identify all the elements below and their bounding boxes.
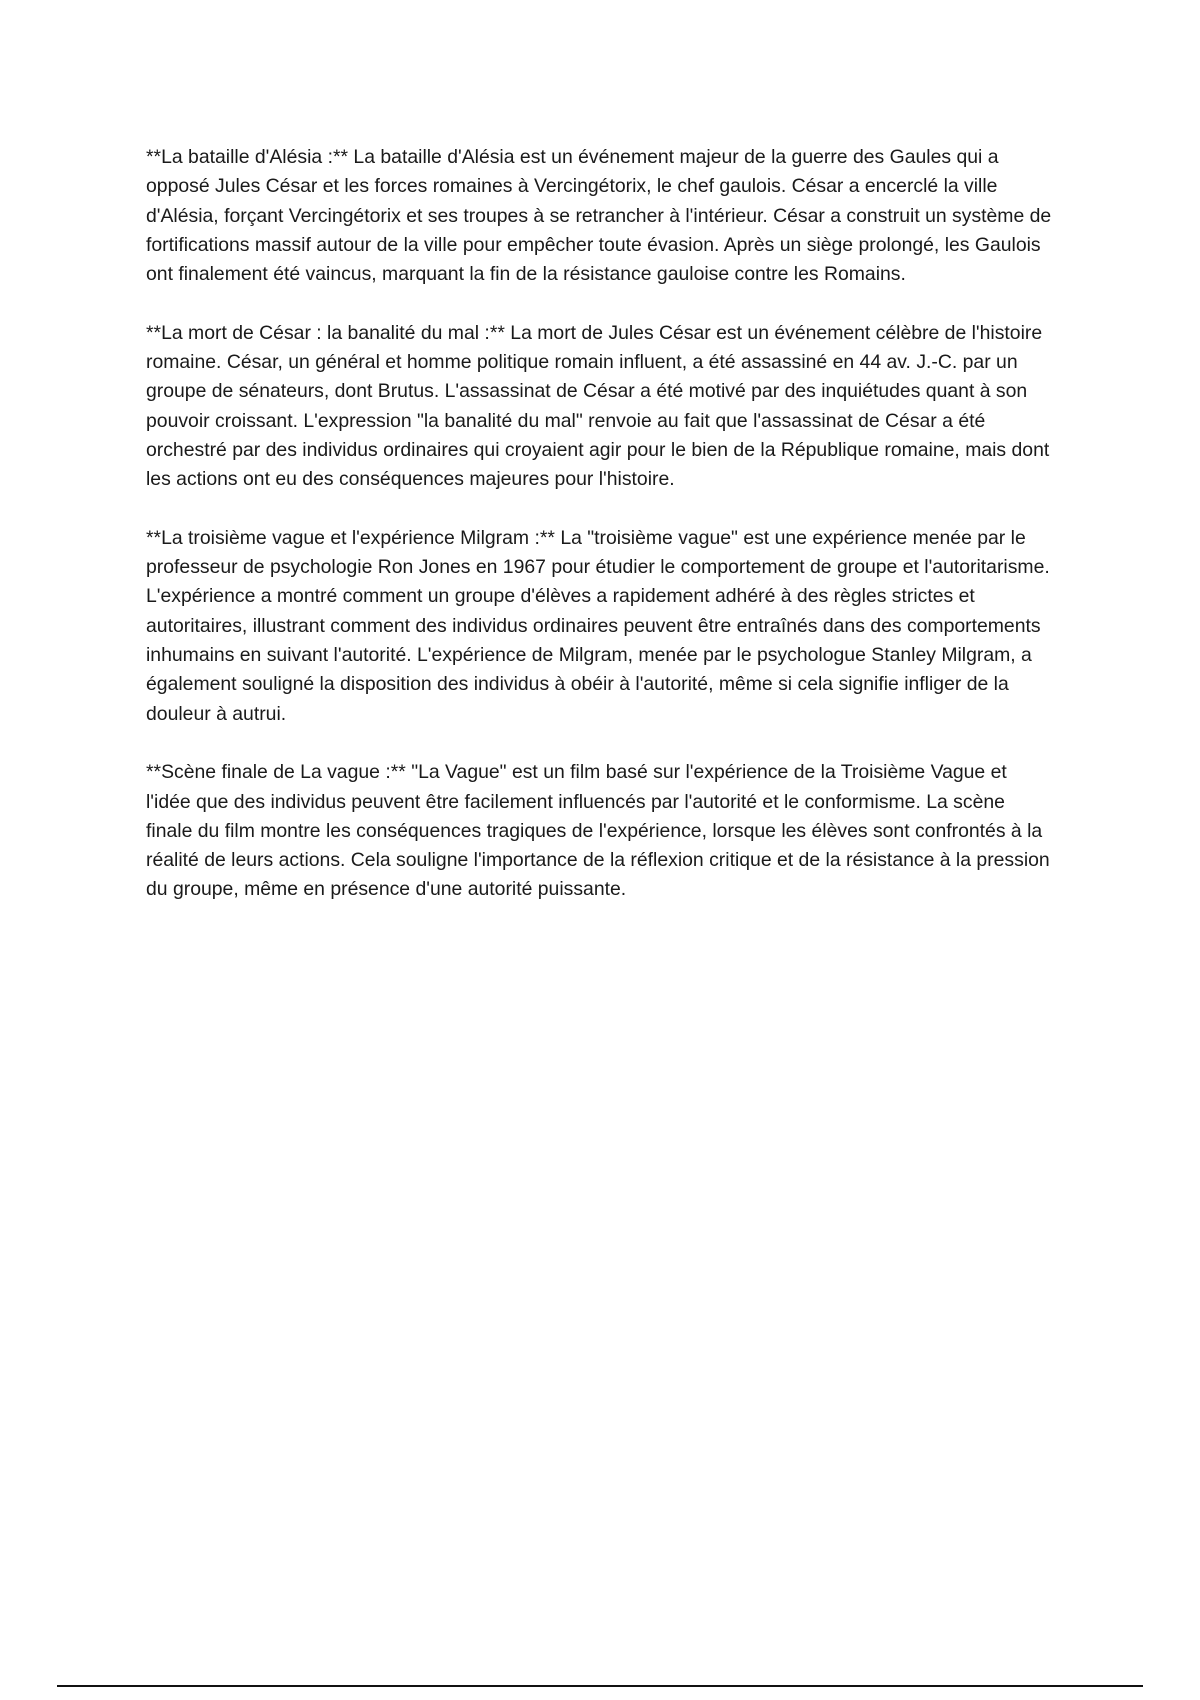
paragraph-scene-finale: **Scène finale de La vague :** "La Vague" est un film basé sur l'expérience de la Troisième Vague et l'idée que des individus peuvent être facilement influencés par l'autorité et le conformisme. La scène finale du film montre les conséquences tragiques de l'expérience, lorsque les élèves sont confrontés à la réalité de leurs actions. Cela souligne l'importance de la réflexion critique et de la résistance à la pression du groupe, même en présence d'une autorité puissante. <box>146 761 1050 901</box>
paragraph-alesia: **La bataille d'Alésia :** La bataille d'Alésia est un événement majeur de la guerre des Gaules qui a opposé Jules César et les forces romaines à Vercingétorix, le chef gaulois. César a encerclé la ville d'Alésia, forçant Vercingétorix et ses troupes à se retrancher à l'intérieur. César a construit un système de fortifications massif autour de la ville pour empêcher toute évasion. Après un siège prolongé, les Gaulois ont finalement été vaincus, marquant la fin de la résistance gauloise contre les Romains. <box>146 146 1052 286</box>
paragraph-troisieme-vague: **La troisième vague et l'expérience Milgram :** La "troisième vague" est une expérience menée par le professeur de psychologie Ron Jones en 1967 pour étudier le comportement de groupe et l'autoritarisme. L'expérience a montré comment un groupe d'élèves a rapidement adhéré à des règles strictes et autoritaires, illustrant comment des individus ordinaires peuvent être entraînés dans des comportements inhumains en suivant l'autorité. L'expérience de Milgram, menée par le psychologue Stanley Milgram, a également souligné la disposition des individus à obéir à l'autorité, même si cela signifie infliger de la douleur à autrui. <box>146 526 1050 725</box>
document-body <box>146 143 1056 934</box>
paragraph-mort-de-cesar: **La mort de César : la banalité du mal :** La mort de Jules César est un événement célèbre de l'histoire romaine. César, un général et homme politique romain influent, a été assassiné en 44 av. J.-C. par un groupe de sénateurs, dont Brutus. L'assassinat de César a été motivé par des inquiétudes quant à son pouvoir croissant. L'expression "la banalité du mal" renvoie au fait que l'assassinat de César a été orchestré par des individus ordinaires qui croyaient agir pour le bien de la République romaine, mais dont les actions ont eu des conséquences majeures pour l'histoire. <box>146 321 1050 491</box>
footer-divider <box>57 1685 1143 1687</box>
